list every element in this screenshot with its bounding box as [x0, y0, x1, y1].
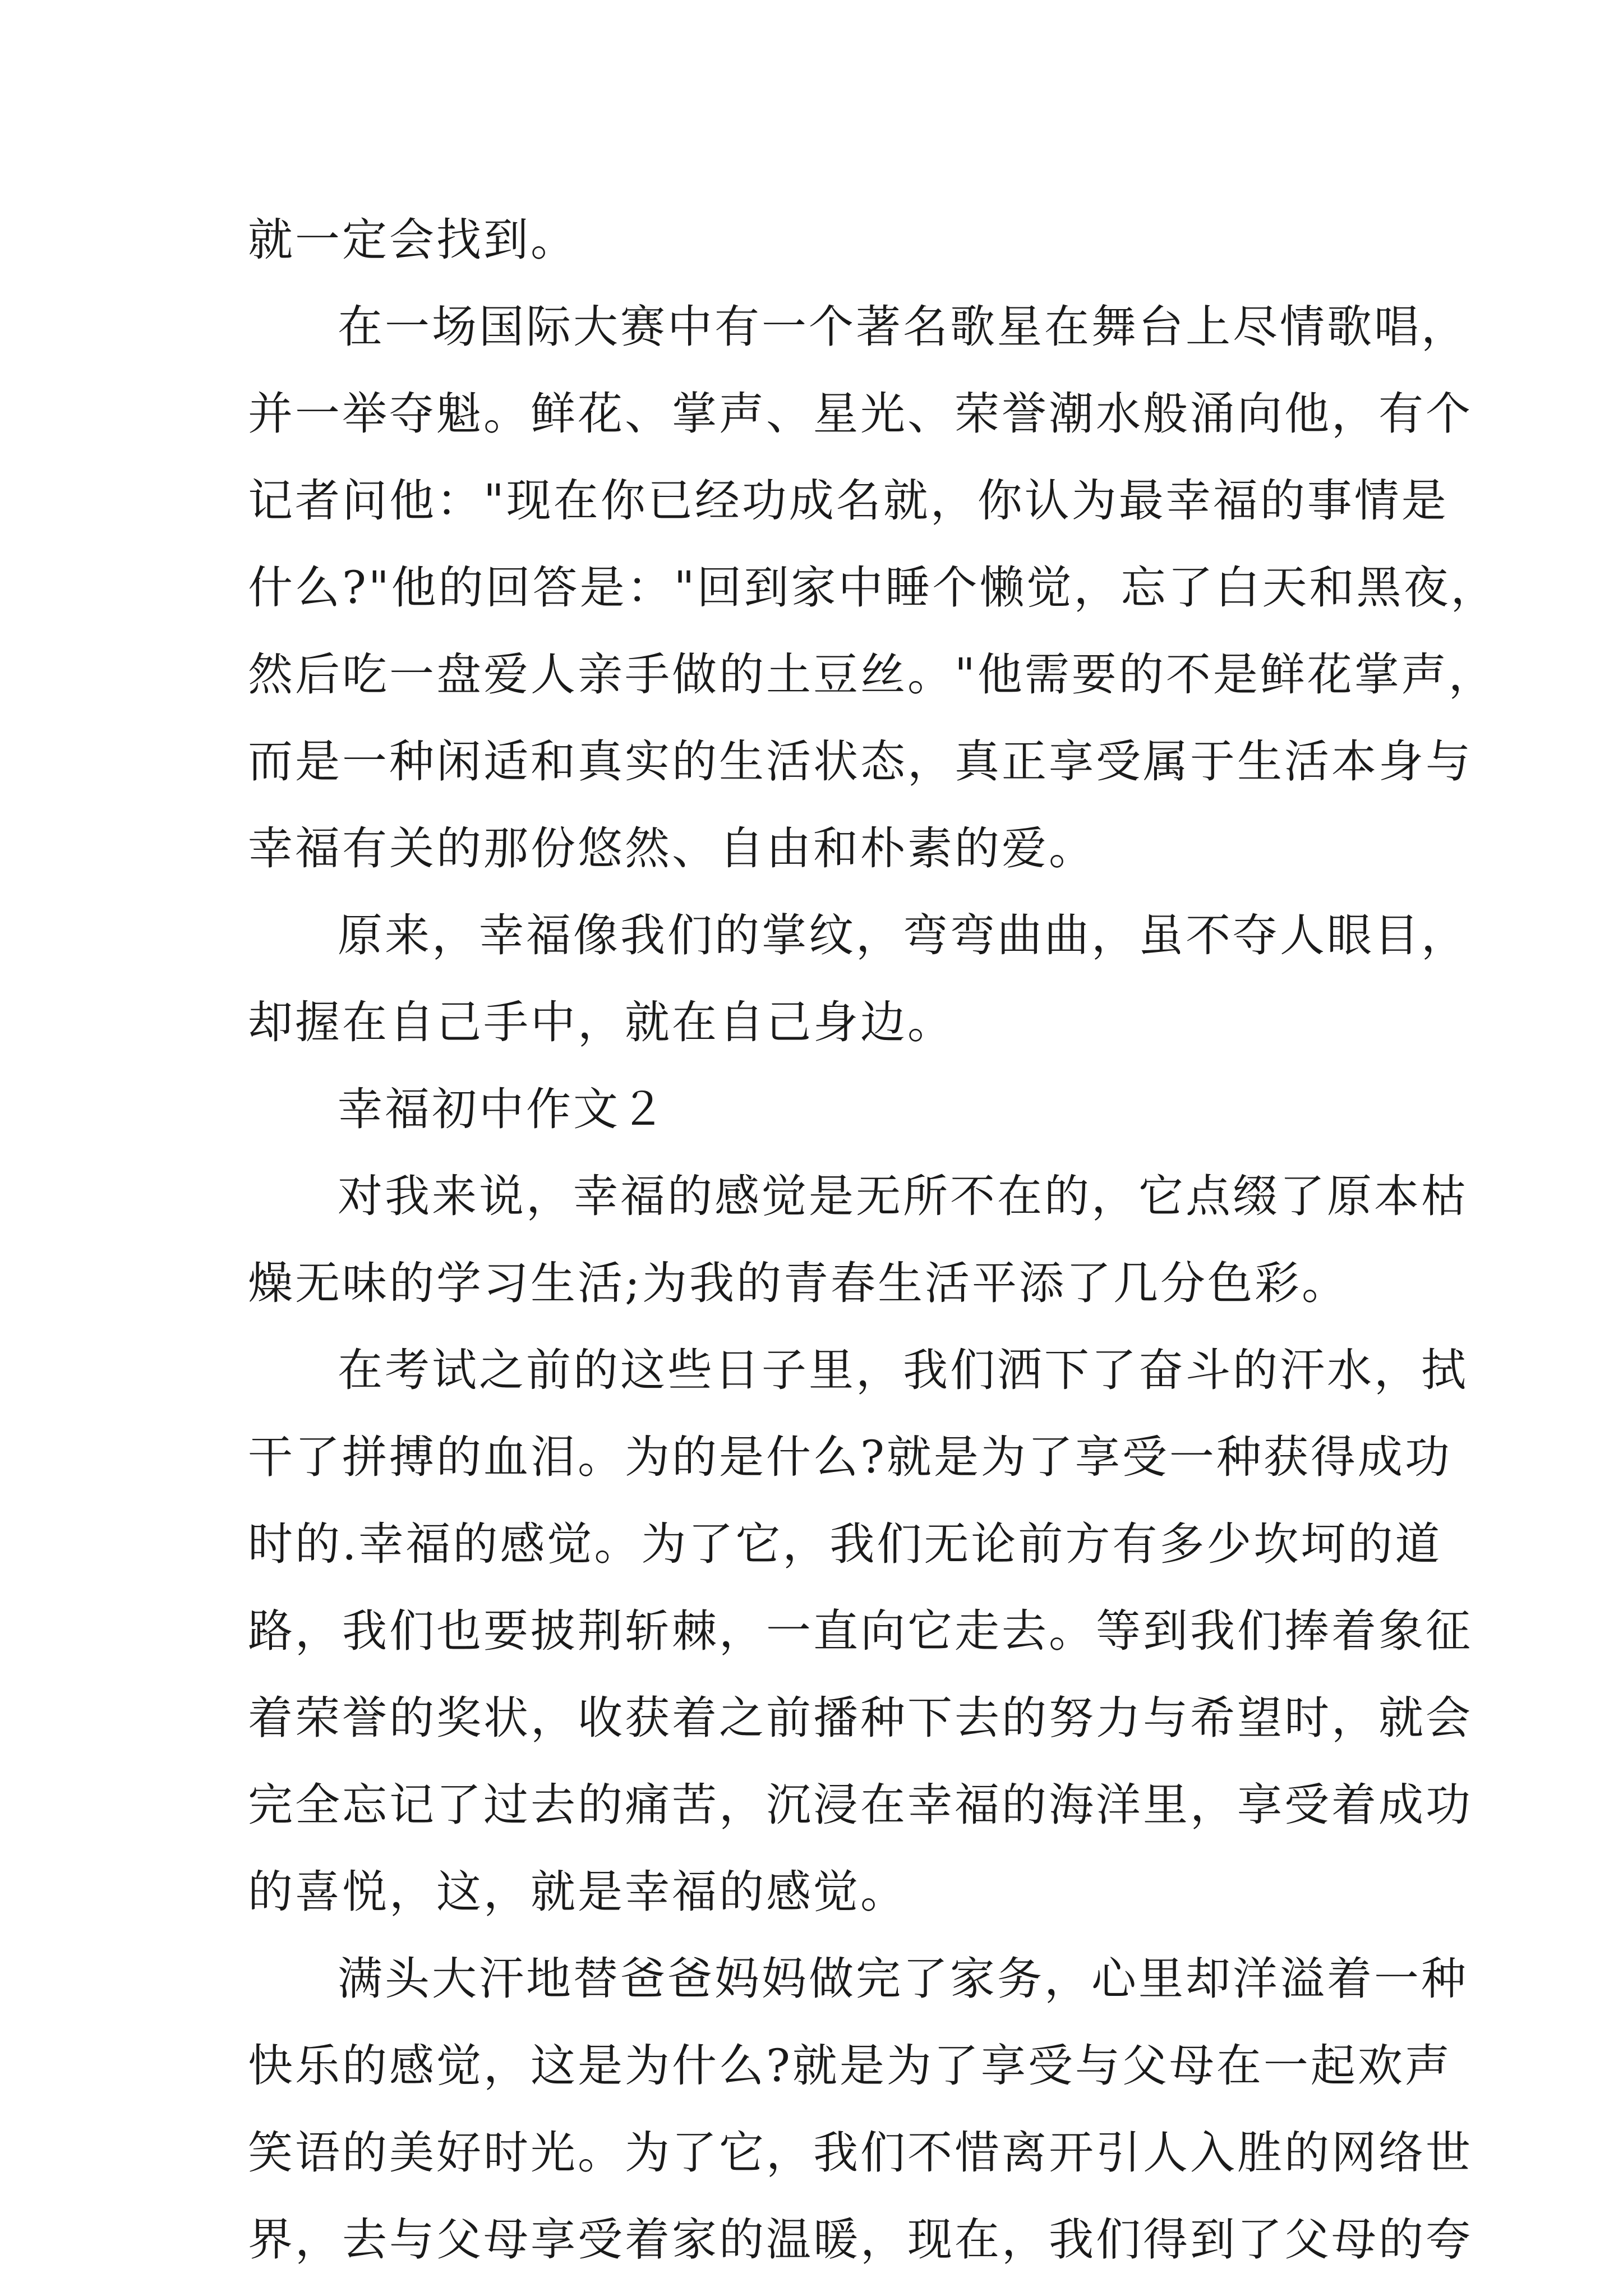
essay-body [248, 196, 1498, 2283]
paragraph-line: 却握在自己手中，就在自己身边。 [248, 996, 955, 1048]
section-heading: 幸福初中作文２ [338, 1083, 667, 1135]
paragraph-line: 在一场国际大赛中有一个著名歌星在舞台上尽情歌唱， [338, 301, 1468, 353]
paragraph-line: 界，去与父母享受着家的温暖，现在，我们得到了父母的夸 [248, 2214, 1473, 2266]
paragraph-line: 并一举夺魁。鲜花、掌声、星光、荣誉潮水般涌向他，有个 [248, 388, 1473, 440]
paragraph-line: 就一定会找到。 [248, 214, 578, 266]
paragraph-line: 对我来说，幸福的感觉是无所不在的，它点缀了原本枯 [338, 1170, 1468, 1222]
paragraph-line: 记者问他："现在你已经功成名就，你认为最幸福的事情是 [248, 475, 1449, 527]
paragraph-line: 在考试之前的这些日子里，我们洒下了奋斗的汗水，拭 [338, 1344, 1468, 1396]
paragraph-line: 完全忘记了过去的痛苦，沉浸在幸福的海洋里，享受着成功 [248, 1779, 1473, 1831]
paragraph-line: 满头大汗地替爸爸妈妈做完了家务，心里却洋溢着一种 [338, 1953, 1468, 2005]
paragraph-line: 着荣誉的奖状，收获着之前播种下去的努力与希望时，就会 [248, 1692, 1473, 1744]
paragraph-line: 燥无味的学习生活;为我的青春生活平添了几分色彩。 [248, 1257, 1349, 1309]
paragraph-line: 幸福有关的那份悠然、自由和朴素的爱。 [248, 822, 1096, 875]
paragraph-line: 什么?"他的回答是："回到家中睡个懒觉，忘了白天和黑夜， [248, 562, 1498, 614]
paragraph-line: 原来，幸福像我们的掌纹，弯弯曲曲，虽不夺人眼目， [338, 909, 1468, 961]
paragraph-line: 快乐的感觉，这是为什么?就是为了享受与父母在一起欢声 [248, 2040, 1452, 2092]
paragraph-line: 干了拼搏的血泪。为的是什么?就是为了享受一种获得成功 [248, 1431, 1452, 1483]
paragraph-line: 笑语的美好时光。为了它，我们不惜离开引人入胜的网络世 [248, 2127, 1473, 2179]
paragraph-line: 路，我们也要披荆斩棘，一直向它走去。等到我们捧着象征 [248, 1605, 1473, 1657]
paragraph-line: 然后吃一盘爱人亲手做的土豆丝。"他需要的不是鲜花掌声， [248, 648, 1496, 701]
paragraph-line: 时的.幸福的感觉。为了它，我们无论前方有多少坎坷的道 [248, 1518, 1442, 1570]
paragraph-line: 而是一种闲适和真实的生活状态，真正享受属于生活本身与 [248, 735, 1473, 788]
paragraph-line: 的喜悦，这，就是幸福的感觉。 [248, 1866, 907, 1918]
